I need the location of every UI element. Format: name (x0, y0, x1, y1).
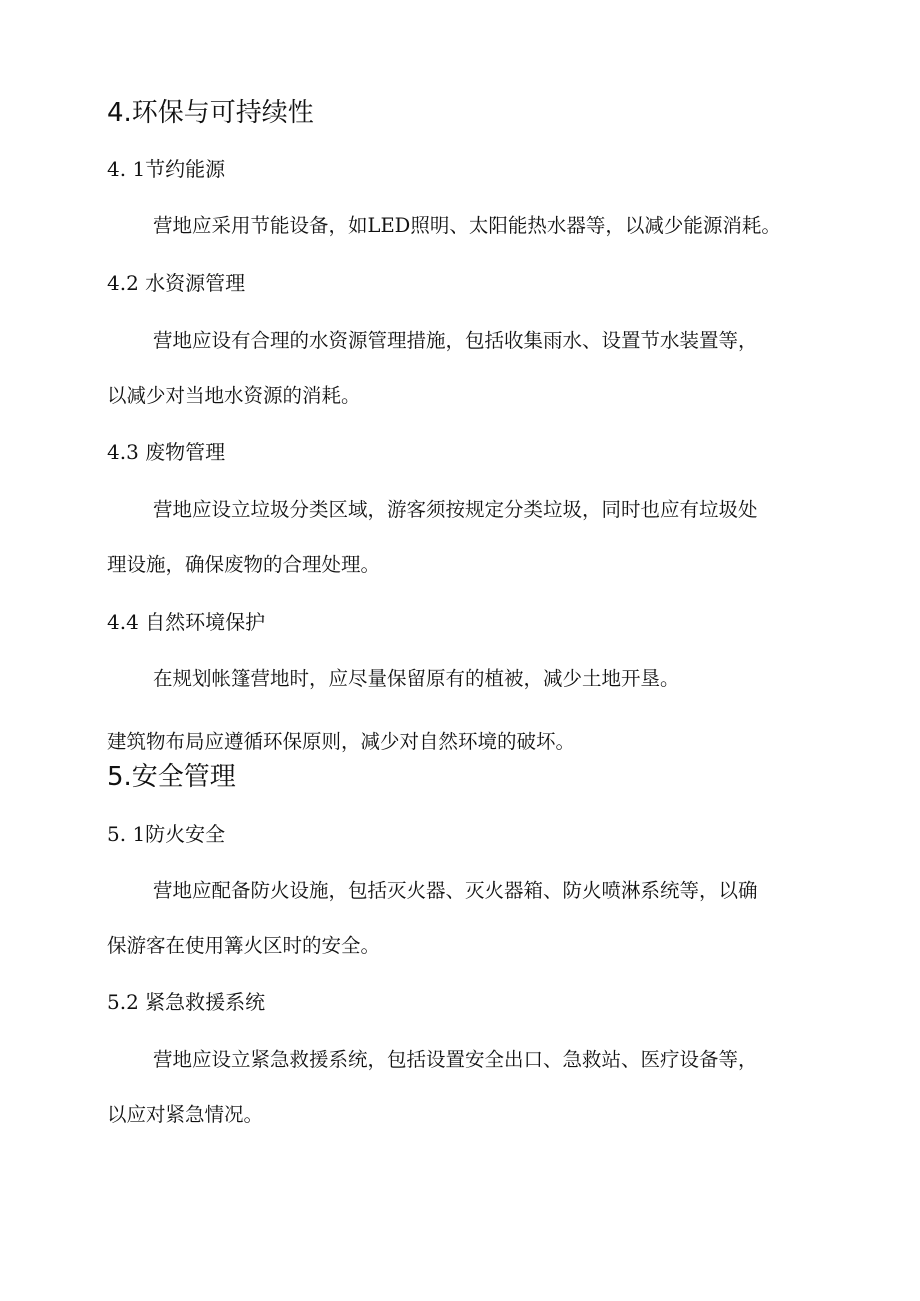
section-4-title: 4.环保与可持续性 (107, 98, 314, 128)
section-4-1-heading: 4. 1节约能源 (107, 157, 226, 181)
section-4-2-paragraph-line-2: 以减少对当地水资源的消耗。 (107, 384, 361, 407)
section-4-4-paragraph-1: 在规划帐篷营地时，应尽量保留原有的植被，减少土地开垦。 (153, 667, 680, 690)
section-4-4-paragraph-2: 建筑物布局应遵循环保原则，减少对自然环境的破坏。 (107, 730, 576, 753)
section-4-2-paragraph-line-1: 营地应设有合理的水资源管理措施，包括收集雨水、设置节水装置等， (153, 329, 758, 352)
section-5-2-heading: 5.2 紧急救援系统 (107, 990, 266, 1014)
section-4-1-paragraph: 营地应采用节能设备，如LED照明、太阳能热水器等，以减少能源消耗。 (153, 214, 781, 237)
section-5-2-paragraph-line-1: 营地应设立紧急救援系统，包括设置安全出口、急救站、医疗设备等， (153, 1048, 758, 1071)
section-4-3-heading: 4.3 废物管理 (107, 440, 226, 464)
section-4-4-heading: 4.4 自然环境保护 (107, 610, 266, 634)
section-4-3-paragraph-line-1: 营地应设立垃圾分类区域，游客须按规定分类垃圾，同时也应有垃圾处 (153, 498, 758, 521)
section-5-2-paragraph-line-2: 以应对紧急情况。 (107, 1103, 264, 1126)
section-4-3-paragraph-line-2: 理设施，确保废物的合理处理。 (107, 553, 381, 576)
section-5-1-paragraph-line-1: 营地应配备防火设施，包括灭火器、灭火器箱、防火喷淋系统等，以确 (153, 879, 758, 902)
section-5-1-paragraph-line-2: 保游客在使用篝火区时的安全。 (107, 934, 381, 957)
section-5-1-heading: 5. 1防火安全 (107, 822, 226, 846)
section-4-2-heading: 4.2 水资源管理 (107, 271, 246, 295)
section-5-title: 5.安全管理 (107, 762, 236, 792)
